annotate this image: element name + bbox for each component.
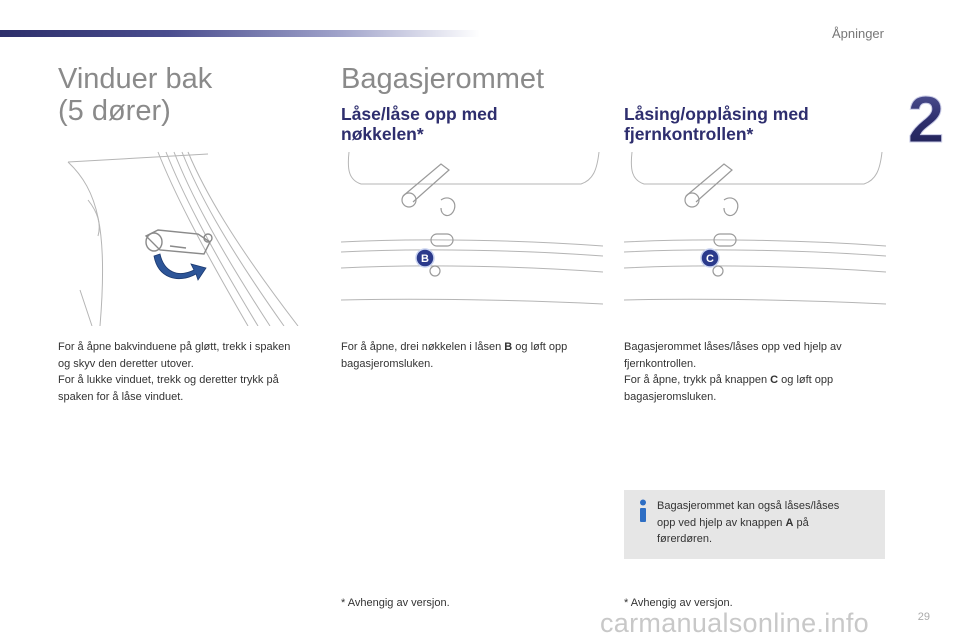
middle-body-key: B [504, 341, 513, 353]
info-line2-key: A [785, 516, 794, 529]
chapter-number-badge [903, 86, 949, 150]
middle-body-post: og løft opp [512, 341, 568, 353]
right-subtitle-line1: Låsing/opplåsing med [624, 104, 809, 124]
info-text [657, 498, 877, 548]
tailgate-key-illustration [341, 150, 603, 326]
rear-window-illustration [58, 150, 316, 326]
middle-title: Bagasjerommet [341, 63, 545, 95]
section-label: Åpninger [831, 26, 884, 41]
right-subtitle [624, 104, 884, 144]
left-body-line4: spaken for å låse vinduet. [58, 390, 184, 403]
left-body-line3: For å lukke vinduet, trekk og deretter trykk på [58, 374, 279, 386]
label-c: C [706, 253, 714, 265]
middle-body-pre: For å åpne, drei nøkkelen i låsen [341, 341, 505, 353]
middle-body-text [341, 339, 603, 372]
right-body-line3-key: C [770, 374, 779, 386]
middle-footnote: * Avhengig av versjon. [341, 597, 450, 609]
right-body-line3-post: og løft opp [778, 374, 834, 386]
left-body-line2: og skyv den deretter utover. [58, 357, 194, 370]
right-body-line4: bagasjeromsluken. [624, 390, 717, 403]
middle-subtitle [341, 104, 581, 144]
left-body-text [58, 339, 320, 405]
chapter-number: 2 [907, 86, 945, 150]
middle-subtitle-line1: Låse/låse opp med [341, 104, 498, 124]
info-line1: Bagasjerommet kan også låses/låses [657, 500, 840, 512]
tailgate-remote-illustration [624, 150, 886, 326]
left-title [58, 63, 298, 127]
label-b: B [421, 253, 429, 265]
right-body-line3-pre: For å åpne, trykk på knappen [624, 374, 771, 386]
left-body-line1: For å åpne bakvinduene på gløtt, trekk i spaken [58, 341, 291, 353]
info-line2-post: på [793, 516, 809, 529]
middle-body-line2: bagasjeromsluken. [341, 357, 434, 370]
right-body-line2: fjernkontrollen. [624, 357, 697, 370]
info-line3: førerdøren. [657, 533, 713, 545]
page-number: 29 [917, 611, 930, 623]
info-icon [636, 499, 650, 523]
info-line2-pre: opp ved hjelp av knappen [657, 516, 786, 529]
left-title-line1: Vinduer bak [58, 63, 213, 95]
middle-subtitle-line2: nøkkelen* [341, 124, 424, 144]
watermark: carmanualsonline.info [600, 608, 869, 638]
info-box [624, 490, 885, 559]
left-title-line2: (5 dører) [58, 95, 171, 127]
right-subtitle-line2: fjernkontrollen* [624, 124, 754, 144]
header-accent-bar [0, 30, 480, 37]
right-body-line1: Bagasjerommet låses/låses opp ved hjelp av [624, 341, 842, 353]
right-footnote: * Avhengig av versjon. [624, 597, 733, 609]
right-body-text [624, 339, 886, 405]
